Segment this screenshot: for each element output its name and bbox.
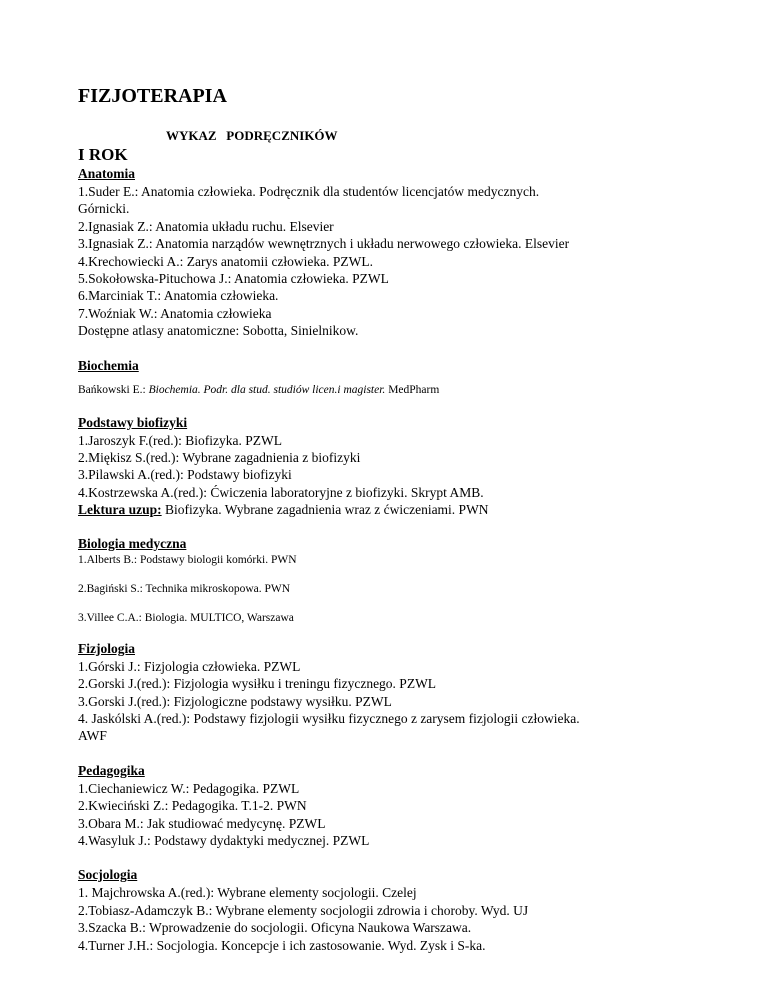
section-heading-anatomia: Anatomia [78, 166, 135, 181]
anatomia-entry: 3.Ignasiak Z.: Anatomia narządów wewnętrznych i układu nerwowego człowieka. Elsevier [78, 236, 570, 252]
fizjologia-entry: 2.Gorski J.(red.): Fizjologia wysiłku i treningu fizycznego. PZWL [78, 676, 437, 692]
anatomia-entry: 1.Suder E.: Anatomia człowieka. Podręcznik dla studentów licencjatów medycznych. [78, 184, 540, 199]
biofizyka-entry: 1.Jaroszyk F.(red.): Biofizyka. PZWL [78, 432, 282, 448]
year-heading: I ROK [78, 145, 128, 164]
section-pedagogika [78, 762, 748, 850]
section-socjologia [78, 866, 748, 954]
supplementary-label: Lektura uzup: [78, 502, 162, 518]
anatomia-entry: 7.Woźniak W.: Anatomia człowieka [78, 305, 272, 321]
pedagogika-entry: 2.Kwieciński Z.: Pedagogika. T.1-2. PWN [78, 798, 307, 814]
biochemia-book-title: Biochemia. Podr. dla stud. studiów licen.i magister. [148, 383, 386, 396]
biofizyka-supplementary [78, 501, 748, 518]
fizjologia-entry: 1.Górski J.: Fizjologia człowieka. PZWL [78, 658, 301, 674]
section-heading-biochemia: Biochemia [78, 357, 139, 373]
section-heading-pedagogika: Pedagogika [78, 762, 145, 778]
socjologia-entry: 2.Tobiasz-Adamczyk B.: Wybrane elementy socjologii zdrowia i choroby. Wyd. UJ [78, 902, 529, 918]
biochemia-entry [78, 383, 748, 398]
socjologia-entry: 4.Turner J.H.: Socjologia. Koncepcje i ich zastosowanie. Wyd. Zysk i S-ka. [78, 937, 486, 953]
section-heading-biologia: Biologia medyczna [78, 535, 187, 551]
biologia-entry: 3.Villee C.A.: Biologia. MULTICO, Warszawa [78, 611, 294, 624]
socjologia-entry: 1. Majchrowska A.(red.): Wybrane elementy socjologii. Czelej [78, 885, 417, 901]
anatomia-entry: Dostępne atlasy anatomiczne: Sobotta, Sinielnikow. [78, 323, 359, 339]
anatomia-entry: 6.Marciniak T.: Anatomia człowieka. [78, 288, 279, 304]
biofizyka-entry: 3.Pilawski A.(red.): Podstawy biofizyki [78, 467, 292, 483]
document-subtitle: WYKAZ PODRĘCZNIKÓW [166, 128, 338, 143]
section-heading-biofizyka: Podstawy biofizyki [78, 414, 188, 430]
anatomia-entry: 5.Sokołowska-Pituchowa J.: Anatomia człowieka. PZWL [78, 271, 389, 287]
section-fizjologia [78, 640, 748, 745]
section-biochemia [78, 357, 748, 398]
document-title: FIZJOTERAPIA [78, 85, 227, 107]
document-page [78, 84, 748, 954]
biochemia-author: Bańkowski E.: [78, 383, 149, 396]
fizjologia-entry: 4. Jaskólski A.(red.): Podstawy fizjologii wysiłku fizycznego z zarysem fizjologii człowieka. [78, 710, 580, 726]
biochemia-publisher: MedPharm [385, 383, 440, 396]
section-biologia [78, 535, 748, 626]
pedagogika-entry: 4.Wasyluk J.: Podstawy dydaktyki medycznej. PZWL [78, 832, 370, 848]
biofizyka-entry: 4.Kostrzewska A.(red.): Ćwiczenia laboratoryjne z biofizyki. Skrypt AMB. [78, 484, 484, 500]
socjologia-entry: 3.Szacka B.: Wprowadzenie do socjologii. Oficyna Naukowa Warszawa. [78, 920, 472, 936]
biologia-entry: 2.Bagiński S.: Technika mikroskopowa. PWN [78, 582, 291, 595]
section-biofizyka [78, 414, 748, 519]
section-heading-fizjologia: Fizjologia [78, 640, 135, 656]
fizjologia-entry: 3.Gorski J.(red.): Fizjologiczne podstawy wysiłku. PZWL [78, 693, 392, 709]
pedagogika-entry: 3.Obara M.: Jak studiować medycynę. PZWL [78, 815, 326, 831]
anatomia-entry: Górnicki. [78, 201, 130, 217]
anatomia-entry: 2.Ignasiak Z.: Anatomia układu ruchu. Elsevier [78, 218, 334, 234]
anatomia-entry: 4.Krechowiecki A.: Zarys anatomii człowieka. PZWL. [78, 253, 374, 269]
fizjologia-entry: AWF [78, 728, 107, 744]
section-anatomia [78, 165, 748, 340]
section-heading-socjologia: Socjologia [78, 867, 138, 883]
biofizyka-entry: 2.Miękisz S.(red.): Wybrane zagadnienia z biofizyki [78, 450, 361, 466]
supplementary-text: Biofizyka. Wybrane zagadnienia wraz z ćwiczeniami. PWN [161, 502, 489, 518]
pedagogika-entry: 1.Ciechaniewicz W.: Pedagogika. PZWL [78, 780, 300, 796]
biologia-entry: 1.Alberts B.: Podstawy biologii komórki. PWN [78, 553, 297, 566]
